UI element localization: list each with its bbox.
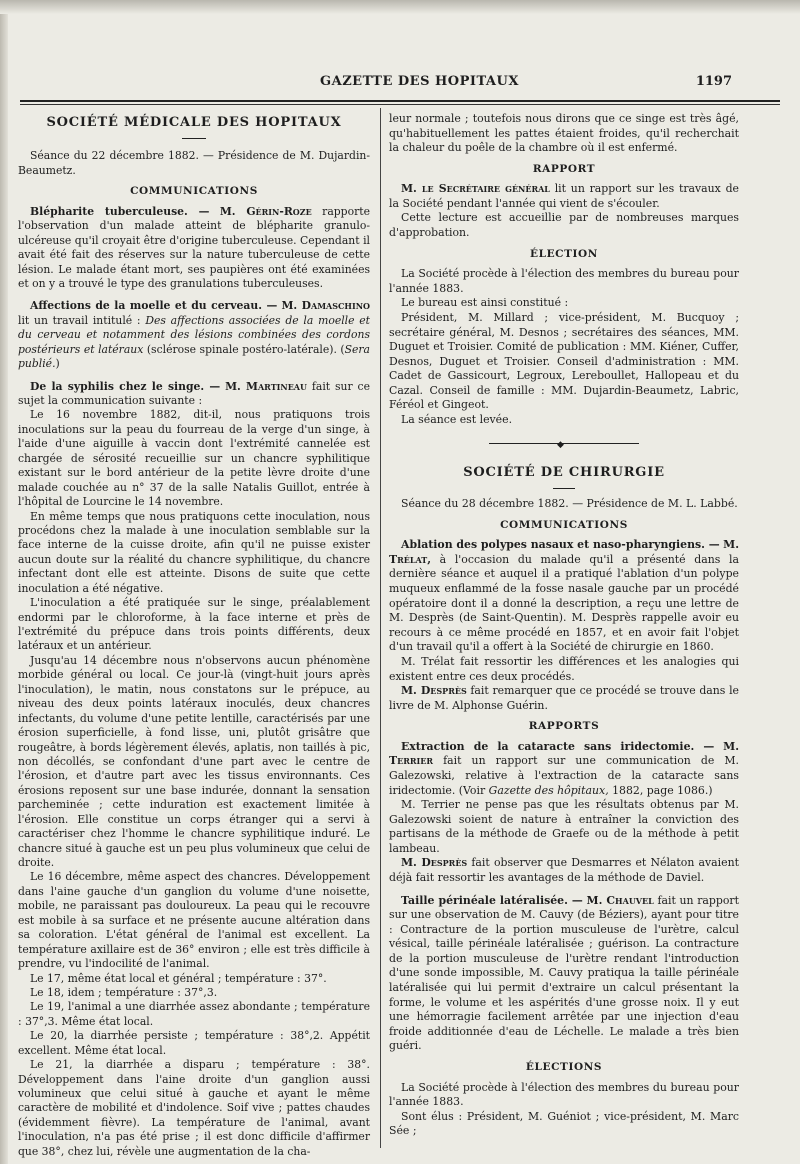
section-heading-communications: COMMUNICATIONS (500, 518, 628, 531)
paragraph: Président, M. Millard ; vice-président, M. Bucquoy ; secrétaire général, M. Desnos ; secrétaires des séances, MM. Duguet et Troisier. Comité de publication : MM. Kiéner, Cuffer, Desnos, Duguet et Troisier. Conseil d'administration : MM. Cadet de Gassicourt, Legroux, Lereboullet, Hallopeau et du Cazal. Conseil de famille : MM. Dujardin-Beaumetz, Labric, Féréol et Gingeot. (389, 310, 739, 412)
paragraph: La séance est levée. (401, 412, 513, 426)
work-title: Des affections associées de la moelle et du cerveau et notamment des lésions combinées des cordons postérieurs et latéraux (18, 313, 370, 356)
paragraph-taille (389, 894, 739, 1054)
column-divider (380, 108, 381, 1148)
paragraph: En même temps que nous pratiquons cette inoculation, nous procédons chez la malade à une inoculation semblable sur la face interne de la cuisse droite, afin qu'il ne puisse exister aucun doute sur la réalité du chancre syphilitique, du chancre infectant dont elle est atteinte. Disons de suite que cette inoculation a été négative. (18, 509, 370, 595)
paragraph-syphilis (18, 380, 370, 409)
left-column (18, 112, 370, 1159)
paragraph-text: fait sur ce sujet la communication suivante : (18, 379, 370, 407)
speaker-name: M. Desprès (401, 684, 467, 698)
session-line: Séance du 22 décembre 1882. — Présidence de M. Dujardin-Beaumetz. (18, 149, 370, 177)
speaker-name: M. Martineau (225, 379, 307, 393)
speaker-name: M. Trélat, (389, 538, 739, 566)
paragraph: M. Trélat fait ressortir les différences et les analogies qui existent entre ces deux procédés. (389, 654, 739, 683)
paragraph-polypes (389, 538, 739, 655)
journal-reference: Gazette des hôpitaux, (488, 783, 609, 797)
header-rule-thick (20, 100, 780, 102)
paragraph: L'inoculation a été pratiquée sur le singe, préalablement endormi par le chloroforme, à la face interne et près de l'extrémité du prépuce dans trois points différents, deux latéraux et un antérieur. (18, 596, 370, 653)
page-binding-edge (0, 0, 8, 1164)
paragraph: Le 17, même état local et général ; température : 37°. (30, 971, 327, 985)
section-heading-rapports: RAPPORTS (528, 720, 600, 733)
paragraph-title: Taille périnéale latéralisée. — (401, 893, 583, 907)
paragraph: La Société procède à l'élection des membres du bureau pour l'année 1883. (389, 1080, 739, 1109)
paragraph: La Société procède à l'élection des membres du bureau pour l'année 1883. (389, 267, 739, 295)
paragraph-despres-2 (389, 856, 739, 885)
speaker-name: M. Damaschino (281, 299, 370, 313)
paragraph: Le 16 novembre 1882, dit-il, nous pratiquons trois inoculations sur la peau du fourreau de la verge d'un singe, à l'aide d'une aiguille à vaccin dont l'extrémité cannelée est chargée de sérosité recueillie sur un chancre syphilitique existant sur le bord antérieur de la petite lèvre droite d'une malade couchée au n° 37 de la salle Natalis Guillot, entrée à l'hôpital de Lourcine le 14 novembre. (18, 408, 370, 509)
heading-rule (182, 138, 206, 139)
paragraph-blepharite (18, 205, 370, 292)
paragraph-text: 1882, page 1086.) (612, 783, 713, 797)
paragraph: Le 21, la diarrhée a disparu ; température : 38°. Développement dans l'aine droite d'un ganglion aussi volumineux que celui situé à gauche et ayant le même caractère de mobilité et d'indolence. Soif vive ; pattes chaudes (évidemment fièvre). La température de l'animal, avant l'inoculation, n'a pas été prise ; il est donc difficile d'affirmer que 38°, chez lui, révèle une augmentation de la cha- (18, 1058, 370, 1158)
paragraph-text: à l'occasion du malade qu'il a présenté dans la dernière séance et auquel il a pratiqué l'ablation d'un polype muqueux enflammé de la fosse nasale gauche par un procédé opératoire dont il a donné la description, a reçu une lettre de M. Desprès (de Saint-Quentin). M. Desprès rappelle avoir eu recours à ce même procédé en 1857, et en avoir fait l'objet d'un travail qu'il a offert à la Société de chirurgie en 1860. (389, 552, 739, 654)
right-column (389, 112, 739, 1139)
publication-note: Sera publié. (18, 342, 370, 371)
paragraph-affections (18, 299, 370, 371)
paragraph-text: fait observer que Desmarres et Nélaton avaient déjà fait ressortir les avantages de la méthode de Daviel. (389, 856, 739, 885)
section-heading-election: ÉLECTION (529, 247, 598, 260)
paragraph: Sont élus : Président, M. Guéniot ; vice-président, M. Marc Sée ; (389, 1109, 739, 1138)
paragraph: Le 16 décembre, même aspect des chancres. Développement dans l'aine gauche d'un ganglion du volume d'une noisette, mobile, ne paraissant pas douloureux. La peau qui le recouvre est mobile à sa surface et ne présente aucune altération dans sa coloration. L'état général de l'animal est excellent. La température axillaire est de 36° environ ; elle est très difficile à prendre, vu l'indocilité de l'animal. (18, 870, 370, 971)
paragraph-title: De la syphilis chez le singe. — (30, 379, 221, 393)
paragraph: Le 20, la diarrhée persiste ; température : 38°,2. Appétit excellent. Même état local. (18, 1029, 370, 1057)
paragraph: leur normale ; toutefois nous dirons que ce singe est très âgé, qu'habituellement les pattes étaient froides, qu'il recherchait la chaleur du poêle de la chambre où il est enfermé. (389, 112, 739, 155)
speaker-name: M. Gérin-Roze (219, 204, 312, 218)
paragraph: M. Terrier ne pense pas que les résultats obtenus par M. Galezowski soient de nature à entraîner la conviction des partisans de la méthode de Graefe ou de la méthode à petit lambeau. (389, 798, 739, 855)
session-line: Séance du 28 décembre 1882. — Présidence de M. L. Labbé. (401, 497, 738, 511)
paragraph: Le 18, idem ; température : 37°,3. (30, 985, 218, 999)
running-header (20, 72, 780, 96)
paragraph: Le 19, l'animal a une diarrhée assez abondante ; température : 37°,3. Même état local. (18, 1000, 370, 1028)
paragraph-text: rapporte l'observation d'un malade atteint de blépharite granulo-ulcéreuse qu'il croyait être d'origine tuberculeuse. Cependant il avait été fait des réserves sur la nature tuberculeuse de cette lésion. Le malade étant mort, ses paupières ont été examinées et on y a trouvé le type des granulations tuberculeuses. (18, 204, 370, 290)
speaker-name: M. le Secrétaire général (401, 182, 550, 196)
paragraph-text: lit un travail intitulé : (18, 313, 141, 327)
diamond-ornament-icon: ◆ (557, 439, 564, 450)
journal-title: GAZETTE DES HOPITAUX (320, 74, 519, 89)
section-heading-elections: ÉLECTIONS (525, 1060, 603, 1073)
page-top-shadow (0, 0, 800, 14)
paragraph-title: Affections de la moelle et du cerveau. — (30, 299, 278, 313)
speaker-name: M. Terrier (389, 739, 739, 768)
paragraph-text: fait remarquer que ce procédé se trouve dans le livre de M. Alphonse Guérin. (389, 684, 739, 712)
paragraph-despres (389, 684, 739, 713)
paragraph-text: lit un rapport sur les travaux de la Société pendant l'année qui vient de s'écouler. (389, 182, 739, 210)
section-ornament (389, 434, 739, 454)
society-heading: SOCIÉTÉ MÉDICALE DES HOPITAUX (46, 115, 342, 130)
section-heading-rapport: RAPPORT (532, 162, 596, 175)
paragraph-secretary (389, 182, 739, 211)
header-rule-thin (20, 104, 780, 105)
paragraph-title: Blépharite tuberculeuse. — (30, 204, 210, 218)
paragraph-title: Extraction de la cataracte sans iridectomie. — (401, 739, 715, 753)
paragraph: Cette lecture est accueillie par de nombreuses marques d'approbation. (389, 211, 739, 240)
society-heading: SOCIÉTÉ DE CHIRURGIE (463, 464, 665, 480)
paragraph-title: Ablation des polypes nasaux et naso-pharyngiens. — (401, 538, 720, 552)
paragraph-cataracte (389, 740, 739, 798)
paragraph: Jusqu'au 14 décembre nous n'observons aucun phénomène morbide général ou local. Ce jour-là (vingt-huit jours après l'inoculation), le matin, nous constatons sur le prépuce, au niveau des deux points latéraux inoculés, deux chancres infectants, du volume d'une petite lentille, caractérisés par une érosion superficielle, à fond lisse, uni, plutôt grisâtre que rougeâtre, à bords légèrement élevés, aplatis, non taillés à pic, non décollés, se confondant d'une part avec le centre de l'érosion, et d'autre part avec les tissus environnants. Ces érosions reposent sur une base indurée, donnant la sensation parcheminée ; cette induration est exactement limitée à l'érosion. Elle constitue un corps étranger qui a servi à caractériser chez l'homme le chancre syphilitique induré. Le chancre situé à gauche est un peu plus volumineux que celui de droite. (18, 653, 370, 869)
page-number: 1197 (695, 74, 732, 89)
paragraph-text: fait un rapport sur une communication de M. Galezowski, relative à l'extraction de la cataracte sans iridectomie. (Voir (389, 754, 739, 797)
heading-rule (553, 488, 575, 489)
paragraph-text: ) (55, 357, 60, 371)
paragraph: Le bureau est ainsi constitué : (401, 296, 569, 310)
paragraph-text: (sclérose spinale postéro-latérale). ( (146, 342, 345, 356)
section-heading-communications: COMMUNICATIONS (130, 185, 258, 198)
paragraph-text: fait un rapport sur une observation de M. Cauvy (de Béziers), ayant pour titre : Contracture de la portion musculeuse de l'urètre, calcul vésical, taille périnéale latéralisée ; guérison. La contracture de la portion musculeuse de l'urètre rendant l'introduction d'une sonde impossible, M. Cauvy pratiqua la taille périnéale latéralisée qui lui permit d'extraire un calcul présentant la forme, le volume et les aspérités d'une grosse noix. Il y eut une hémorragie facilement arrêtée par une injection d'eau froide additionnée d'eau de Léchelle. Le malade a très bien guéri. (389, 893, 740, 1053)
speaker-name: M. Chauvel (586, 893, 654, 907)
speaker-name: M. Desprès (401, 856, 468, 870)
